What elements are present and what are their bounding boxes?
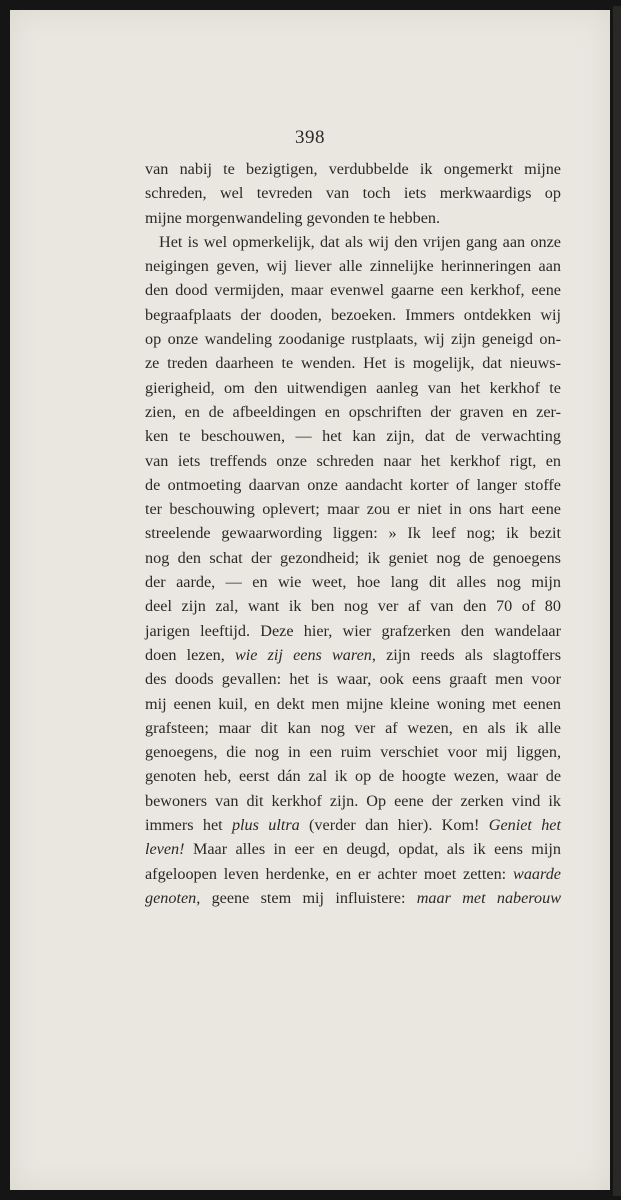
text-segment: Het is wel opmerkelijk, dat als wij den vrijen gang aan onze — [159, 232, 561, 251]
text-line — [145, 157, 561, 181]
text-line — [145, 497, 561, 521]
text-segment: ter beschouwing oplevert; maar zou er niet in ons hart eene — [145, 500, 561, 519]
text-segment: , zijn reeds als slagtoffers — [371, 645, 561, 664]
italic-phrase: genoten — [145, 888, 197, 907]
text-line — [145, 327, 561, 351]
text-segment: van nabij te bezigtigen, verdubbelde ik ongemerkt mijne — [145, 160, 561, 178]
text-line — [145, 594, 561, 618]
text-segment: den dood vermijden, maar evenwel gaarne een kerkhof, eene — [145, 281, 561, 300]
text-line — [145, 789, 561, 813]
italic-phrase: waarde — [513, 864, 561, 883]
text-segment: gierigheid, om den uitwendigen aanleg van het kerkhof te — [145, 378, 561, 397]
text-line — [145, 230, 561, 254]
italic-phrase: leven! — [145, 840, 185, 859]
text-segment: nog den schat der gezondheid; ik geniet nog de genoegens — [145, 548, 561, 567]
body-text — [145, 157, 561, 910]
text-line — [145, 667, 561, 691]
text-line — [145, 716, 561, 740]
text-segment: bewoners van dit kerkhof zijn. Op eene der zerken vind ik — [145, 791, 561, 810]
text-line — [145, 424, 561, 448]
text-segment: afgeloopen leven herdenke, en er achter moet zetten: — [145, 864, 514, 883]
text-line — [145, 764, 561, 788]
text-line — [145, 473, 561, 497]
text-line — [145, 643, 561, 667]
book-page — [10, 10, 610, 1190]
text-segment: neigingen geven, wij liever alle zinnelijke herinneringen aan — [145, 257, 561, 276]
text-segment: der aarde, — en wie weet, hoe lang dit alles nog mijn — [145, 573, 561, 592]
text-line — [145, 521, 561, 545]
text-line — [145, 692, 561, 716]
text-segment: streelende gewaarwording liggen: » Ik leef nog; ik bezit — [145, 524, 561, 543]
text-line — [145, 862, 561, 886]
text-line — [145, 206, 561, 230]
text-segment: de ontmoeting daarvan onze aandacht korter of langer stoffe — [145, 475, 561, 494]
text-line — [145, 400, 561, 424]
text-segment: , geene stem mij influistere: — [196, 888, 417, 907]
italic-phrase: plus ultra — [231, 816, 300, 835]
text-line — [145, 351, 561, 375]
text-segment: begraafplaats der dooden, bezoeken. Immers ontdekken wij — [145, 305, 561, 324]
text-segment: schreden, wel tevreden van toch iets merkwaardigs op — [145, 184, 561, 203]
text-segment: genoegens, die nog in een ruim verschiet voor mij liggen, — [145, 743, 561, 762]
text-segment: zien, en de afbeeldingen en opschriften der graven en zer- — [145, 402, 561, 421]
text-segment: (verder dan hier). Kom! — [299, 816, 489, 835]
text-segment: ken te beschouwen, — het kan zijn, dat de verwachting — [145, 427, 561, 446]
italic-phrase: Geniet het — [488, 816, 561, 835]
text-line — [145, 376, 561, 400]
text-segment: ze treden daarheen te wenden. Het is mogelijk, dat nieuws- — [145, 354, 561, 373]
text-segment: grafsteen; maar dit kan nog ver af wezen, en als ik alle — [145, 718, 561, 737]
text-line — [145, 303, 561, 327]
page-binding-edge — [613, 6, 621, 1196]
text-line — [145, 837, 561, 861]
text-line — [145, 546, 561, 570]
text-segment: des doods gevallen: het is waar, ook eens graaft men voor — [145, 670, 561, 689]
italic-phrase: maar met naberouw — [416, 888, 561, 907]
text-line — [145, 254, 561, 278]
text-segment: doen lezen, — [145, 645, 235, 664]
text-line — [145, 619, 561, 643]
text-segment: mijne morgenwandeling gevonden te hebben. — [145, 208, 441, 227]
text-line — [145, 181, 561, 205]
text-segment: op onze wandeling zoodanige rustplaats, wij zijn geneigd on- — [145, 330, 561, 349]
page-number: 398 — [295, 127, 325, 148]
text-line — [145, 570, 561, 594]
text-segment: mij eenen kuil, en dekt men mijne kleine woning met eenen — [145, 694, 561, 713]
text-line — [145, 886, 561, 910]
text-segment: immers het — [145, 816, 232, 835]
text-line — [145, 740, 561, 764]
text-line — [145, 813, 561, 837]
text-segment: genoten heb, eerst dán zal ik op de hoogte wezen, waar de — [145, 767, 561, 786]
text-segment: jarigen leeftijd. Deze hier, wier grafzerken den wandelaar — [145, 621, 561, 640]
text-segment: van iets treffends onze schreden naar het kerkhof rigt, en — [145, 451, 561, 470]
text-segment: Maar alles in eer en deugd, opdat, als ik eens mijn — [184, 840, 561, 859]
text-line — [145, 278, 561, 302]
text-line — [145, 449, 561, 473]
text-segment: deel zijn zal, want ik ben nog ver af van den 70 of 80 — [145, 597, 561, 616]
italic-phrase: wie zij eens waren — [234, 645, 372, 664]
